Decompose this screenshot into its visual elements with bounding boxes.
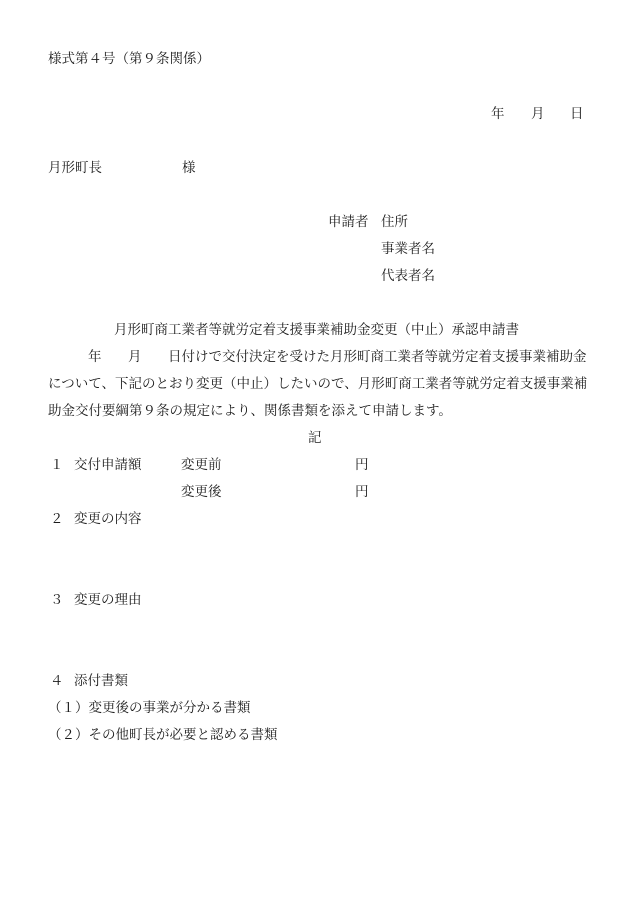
applicant-address-label: 住所	[381, 214, 408, 230]
date-day-label: 日	[570, 106, 584, 122]
addressee-honorific: 様	[182, 160, 196, 176]
item1-number: １	[50, 457, 64, 473]
item1-label: 交付申請額	[74, 457, 142, 473]
applicant-business-label: 事業者名	[381, 241, 435, 257]
item4-number: ４	[50, 673, 64, 689]
document-title: 月形町商工業者等就労定着支援事業補助金変更（中止）承認申請書	[114, 322, 519, 338]
applicant-role: 申請者	[328, 214, 369, 230]
body-line1-month: 月	[128, 349, 142, 365]
item3-number: ３	[50, 592, 64, 608]
attachment-item-2: （２）その他町長が必要と認める書類	[48, 727, 278, 743]
date-month-label: 月	[531, 106, 545, 122]
body-line2: について、下記のとおり変更（中止）したいので、月形町商工業者等就労定着支援事業補	[48, 376, 588, 392]
after-change-label: 変更後	[181, 484, 222, 500]
applicant-representative-label: 代表者名	[381, 268, 435, 284]
date-year-label: 年	[491, 106, 505, 122]
form-number: 様式第４号（第９条関係）	[48, 51, 210, 67]
after-yen-unit: 円	[355, 484, 369, 500]
before-yen-unit: 円	[355, 457, 369, 473]
before-change-label: 変更前	[181, 457, 222, 473]
item2-label: 変更の内容	[74, 511, 142, 527]
body-line1-year: 年	[88, 349, 102, 365]
item2-number: ２	[50, 511, 64, 527]
attachment-item-1: （１）変更後の事業が分かる書類	[48, 700, 251, 716]
item4-label: 添付書類	[74, 673, 128, 689]
body-line3: 助金交付要綱第９条の規定により、関係書類を添えて申請します。	[48, 403, 452, 419]
item3-label: 変更の理由	[74, 592, 142, 608]
addressee-name: 月形町長	[48, 160, 102, 176]
ki-heading: 記	[308, 430, 322, 446]
body-line1-text: 日付けで交付決定を受けた月形町商工業者等就労定着支援事業補助金	[168, 349, 587, 365]
